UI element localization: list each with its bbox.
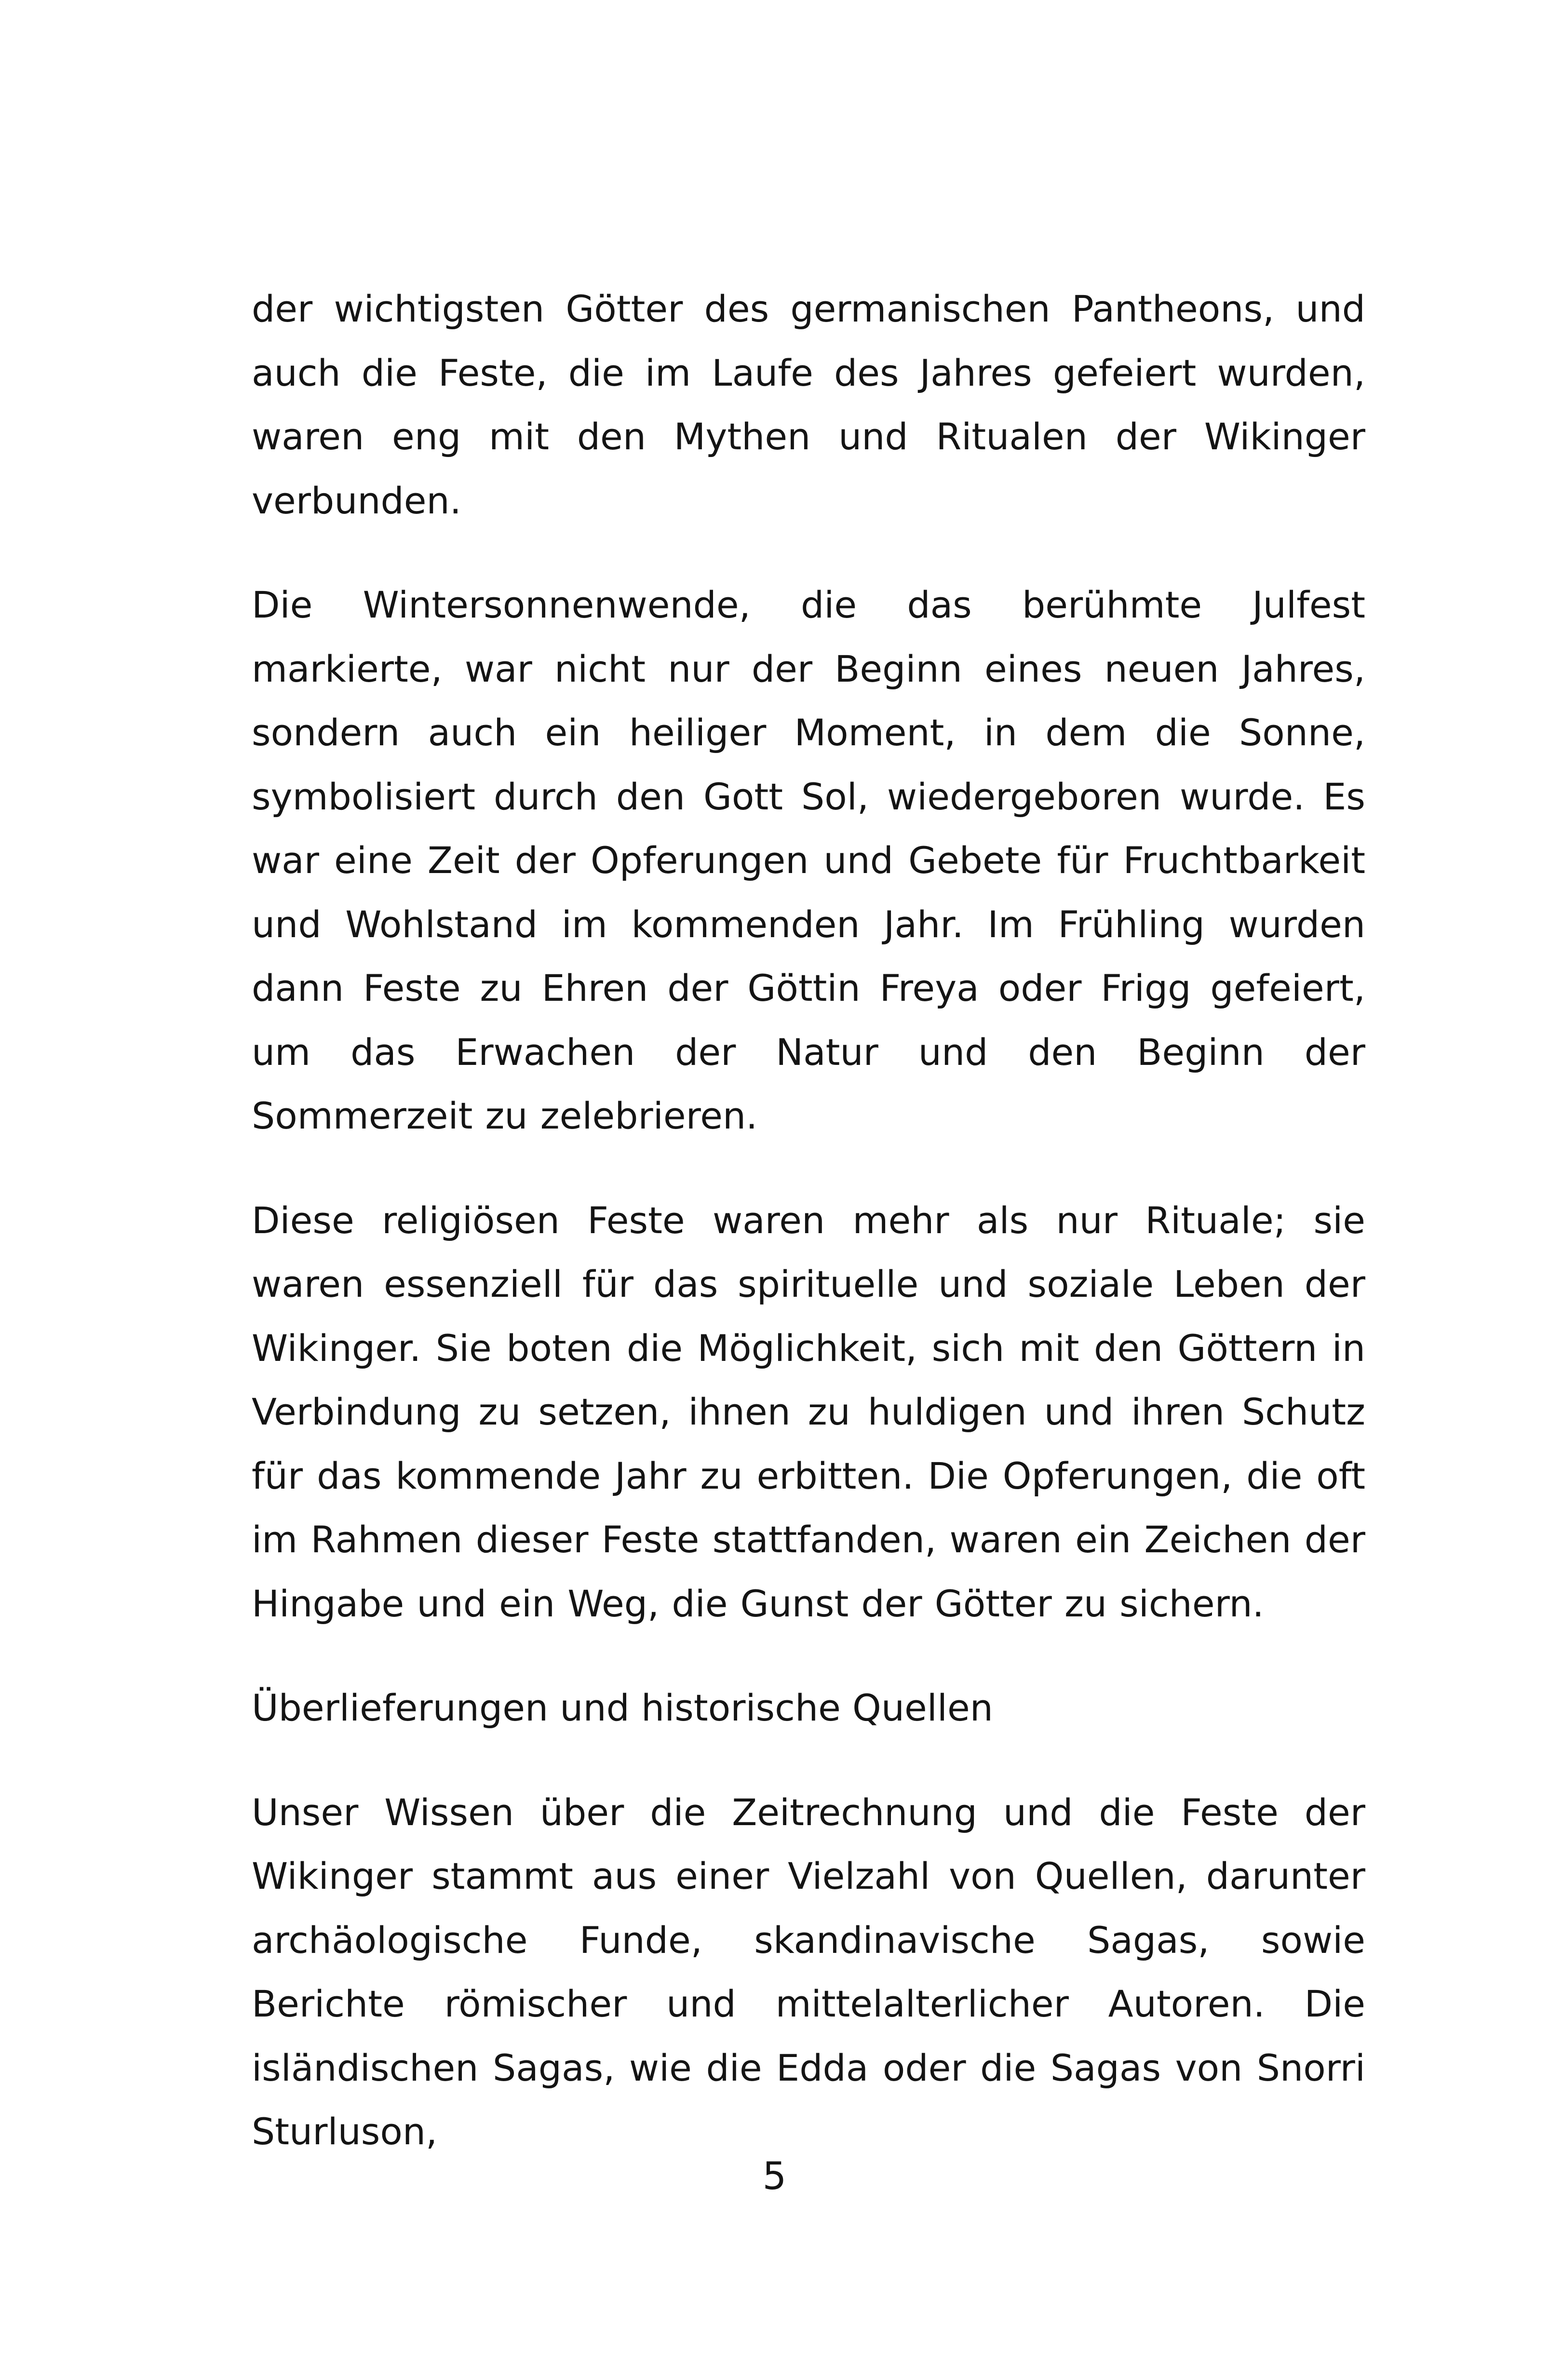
page-number: 5: [762, 2155, 787, 2198]
paragraph-3: Diese religiösen Feste waren mehr als nur Rituale; sie waren essenziell für das spirituelle und soziale Leben der Wikinger. Sie boten die Möglichkeit, sich mit den Göttern in Verbindung zu setzen, ihnen zu huldigen und ihren Schutz für das kommende Jahr zu erbitten. Die Opferungen, die oft im Rahmen dieser Feste stattfanden, waren ein Zeichen der Hingabe und ein Weg, die Gunst der Götter zu sichern.: [252, 1198, 1365, 1625]
section-heading: Überlieferungen und historische Quellen: [252, 1686, 993, 1729]
paragraph-4: Unser Wissen über die Zeitrechnung und die Feste der Wikinger stammt aus einer Vielzahl von Quellen, darunter archäologische Funde, skandinavische Sagas, sowie Berichte römischer und mittelalterlicher Autoren. Die isländischen Sagas, wie die Edda oder die Sagas von Snorri Sturluson,: [252, 1790, 1365, 2153]
body-text: [252, 277, 1365, 2164]
paragraph-1: der wichtigsten Götter des germanischen Pantheons, und auch die Feste, die im Laufe des Jahres gefeiert wurden, waren eng mit den Mythen und Ritualen der Wikinger verbunden.: [252, 287, 1365, 522]
paragraph-2: Die Wintersonnenwende, die das berühmte Julfest markierte, war nicht nur der Beginn eines neuen Jahres, sondern auch ein heiliger Moment, in dem die Sonne, symbolisiert durch den Gott Sol, wiedergeboren wurde. Es war eine Zeit der Opferungen und Gebete für Fruchtbarkeit und Wohlstand im kommenden Jahr. Im Frühling wurden dann Feste zu Ehren der Göttin Freya oder Frigg gefeiert, um das Erwachen der Natur und den Beginn der Sommerzeit zu zelebrieren.: [252, 583, 1365, 1137]
